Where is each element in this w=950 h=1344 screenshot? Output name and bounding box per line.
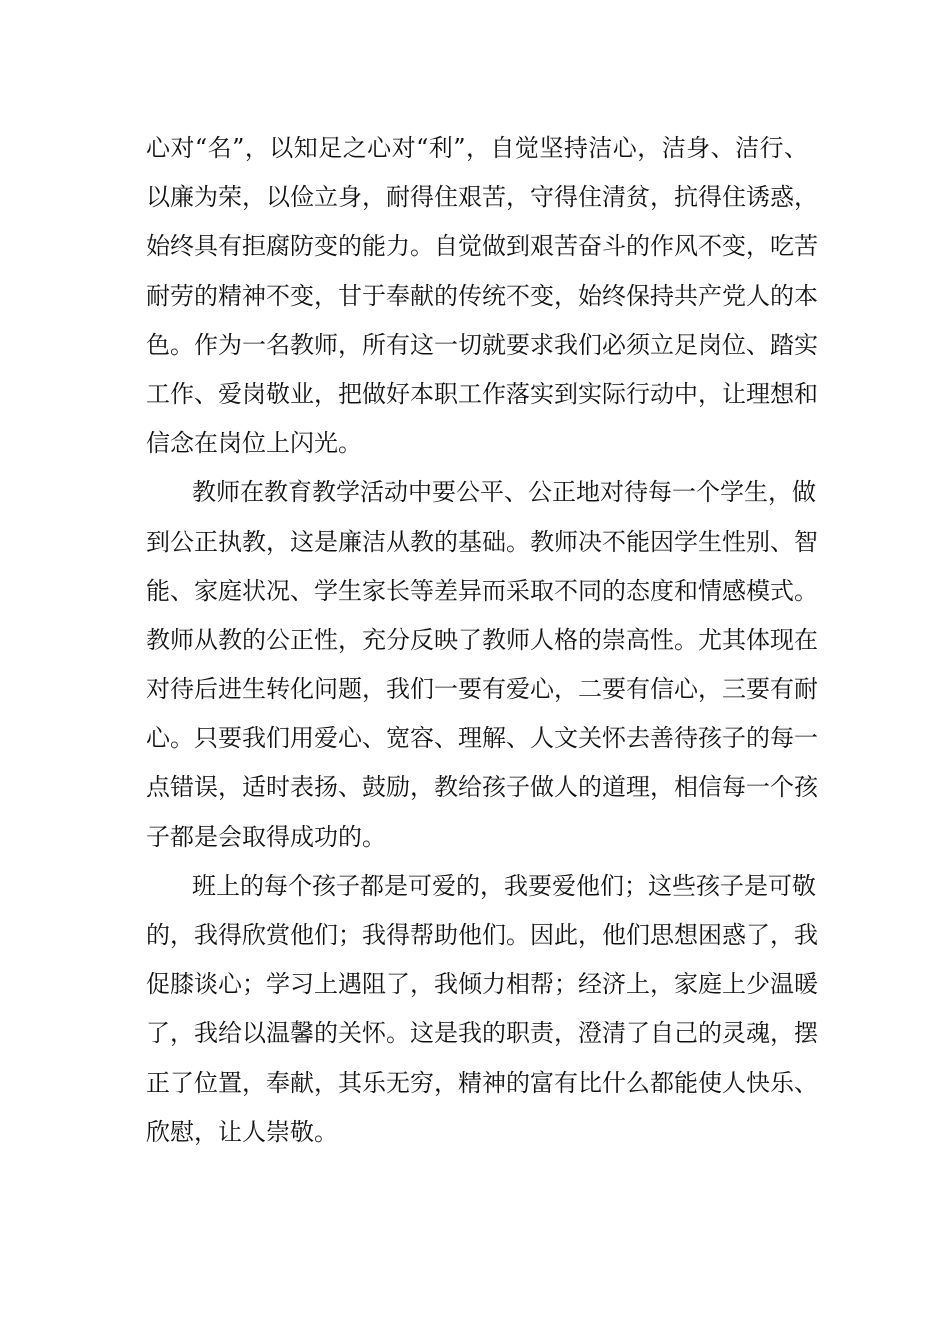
text-line: 工作、爱岗敬业，把做好本职工作落实到实际行动中，让理想和 — [146, 379, 818, 408]
text-line: 始终具有拒腐防变的能力。自觉做到艰苦奋斗的作风不变，吃苦 — [146, 232, 818, 261]
text-line: 色。作为一名教师，所有这一切就要求我们必须立足岗位、踏实 — [146, 330, 818, 359]
text-line: 了，我给以温馨的关怀。这是我的职责，澄清了自己的灵魂，摆 — [146, 1019, 818, 1048]
text-line: 的，我得欣赏他们；我得帮助他们。因此，他们思想困惑了，我 — [146, 921, 818, 949]
text-line: 欣慰，让人崇敬。 — [146, 1117, 338, 1146]
text-line: 正了位置，奉献，其乐无穷，精神的富有比什么都能使人快乐、 — [146, 1068, 818, 1097]
text-line: 到公正执教，这是廉洁从教的基础。教师决不能因学生性别、智 — [146, 527, 818, 556]
text-line: 心。只要我们用爱心、宽容、理解、人文关怀去善待孩子的每一 — [146, 724, 818, 753]
document-body — [146, 124, 818, 1157]
text-line: 教师在教育教学活动中要公平、公正地对待每一个学生，做 — [192, 478, 816, 507]
text-line: 点错误，适时表扬、鼓励，教给孩子做人的道理，相信每一个孩 — [146, 773, 818, 802]
text-line: 以廉为荣，以俭立身，耐得住艰苦，守得住清贫，抗得住诱惑， — [146, 183, 818, 212]
paragraph-2 — [146, 468, 818, 862]
text-line: 心对“名”，以知足之心对“利”，自觉坚持洁心，洁身、洁行、 — [146, 134, 808, 162]
text-line: 信念在岗位上闪光。 — [146, 429, 362, 458]
text-line: 促膝谈心；学习上遇阻了，我倾力相帮；经济上，家庭上少温暖 — [146, 970, 818, 999]
text-line: 对待后进生转化问题，我们一要有爱心，二要有信心，三要有耐 — [146, 675, 818, 704]
text-line: 教师从教的公正性，充分反映了教师人格的崇高性。尤其体现在 — [146, 625, 818, 654]
text-line: 能、家庭状况、学生家长等差异而采取不同的态度和情感模式。 — [146, 576, 818, 605]
text-line: 班上的每个孩子都是可爱的，我要爱他们；这些孩子是可敬 — [192, 871, 816, 900]
paragraph-3 — [146, 862, 818, 1157]
text-line: 耐劳的精神不变，甘于奉献的传统不变，始终保持共产党人的本 — [146, 281, 818, 310]
paragraph-1 — [146, 124, 818, 468]
text-line: 子都是会取得成功的。 — [146, 822, 386, 851]
